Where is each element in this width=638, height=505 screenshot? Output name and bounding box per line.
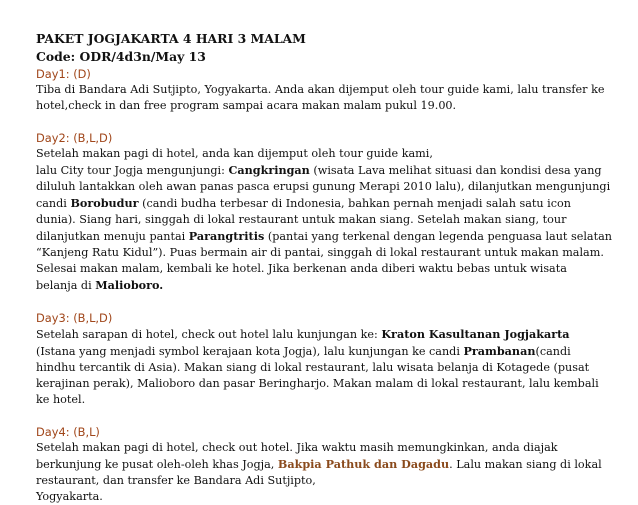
- day2-line-4: [36, 195, 616, 212]
- day2-line-7: “Kanjeng Ratu Kidul”). Puas bermain air di pantai, singgah di lokal restaurant untuk makan malam.: [36, 246, 604, 259]
- text: dilanjutkan menuju pantai: [36, 230, 189, 243]
- day2-line-8: Selesai makan malam, kembali ke hotel. Jika berkenan anda diberi waktu bebas untuk wisata: [36, 262, 567, 275]
- text: Setelah sarapan di hotel, check out hotel lalu kunjungan ke:: [36, 328, 382, 341]
- day2-line-9: [36, 277, 616, 294]
- day3-line-5: ke hotel.: [36, 393, 86, 406]
- text: berkunjung ke pusat oleh-oleh khas Jogja,: [36, 458, 278, 471]
- day4-line-1: Setelah makan pagi di hotel, check out hotel. Jika waktu masih memungkinkan, anda diajak: [36, 441, 558, 454]
- place-prambanan: Prambanan: [463, 344, 536, 358]
- day2-line-3: diluluh lantakkan oleh awan panas pasca erupsi gunung Merapi 2010 lalu), dilanjutkan mengunjungi: [36, 180, 611, 193]
- place-borobudur: Borobudur: [70, 196, 139, 210]
- day3-line-3: hindhu tercantik di Asia). Makan siang di lokal restaurant, lalu wisata belanja di Kotagede (pusat: [36, 361, 590, 374]
- day2-line-2: [36, 162, 616, 179]
- day3-line-2: [36, 343, 616, 360]
- day3-line-1: [36, 326, 616, 343]
- package-title: PAKET JOGJAKARTA 4 HARI 3 MALAM: [36, 31, 306, 46]
- day4-line-2: [36, 456, 616, 473]
- day2-label: Day2: (B,L,D): [36, 131, 113, 145]
- day1-label: Day1: (D): [36, 67, 91, 81]
- place-parangtritis: Parangtritis: [188, 229, 265, 243]
- spacer: [36, 408, 616, 424]
- day4-line-3: restaurant, dan transfer ke Bandara Adi Sutjipto,: [36, 474, 316, 487]
- day1-line-1: Tiba di Bandara Adi Sutjipto, Yogyakarta. Anda akan dijemput oleh tour guide kami, lalu transfer ke: [36, 83, 605, 96]
- day1-line-2: hotel,check in dan free program sampai acara makan malam pukul 19.00.: [36, 99, 457, 112]
- day3-line-4: kerajinan perak), Malioboro dan pasar Beringharjo. Makan malam di lokal restaurant, lalu kembali: [36, 377, 599, 390]
- text: (candi: [535, 345, 571, 358]
- day4-line-4: Yogyakarta.: [36, 490, 103, 503]
- text: (wisata Lava melihat situasi dan kondisi desa yang: [309, 164, 602, 177]
- day4-label: Day4: (B,L): [36, 425, 100, 439]
- package-code: Code: ODR/4d3n/May 13: [36, 49, 206, 64]
- day3-label: Day3: (B,L,D): [36, 311, 113, 325]
- text: (pantai yang terkenal dengan legenda penguasa laut selatan: [264, 230, 612, 243]
- text: candi: [36, 197, 71, 210]
- day2-line-6: [36, 228, 616, 245]
- spacer: [36, 294, 616, 310]
- place-malioboro: Malioboro.: [95, 278, 164, 292]
- spacer: [36, 114, 616, 130]
- day2-line-5: dunia). Siang hari, singgah di lokal restaurant untuk makan siang. Setelah makan siang, tour: [36, 213, 567, 226]
- text: (candi budha terbesar di Indonesia, bahkan pernah menjadi salah satu icon: [138, 197, 571, 210]
- place-bakpia-dagadu: Bakpia Pathuk dan Dagadu: [277, 457, 450, 471]
- text: (Istana yang menjadi symbol kerajaan kota Jogja), lalu kunjungan ke candi: [36, 345, 464, 358]
- place-cangkringan: Cangkringan: [228, 163, 310, 177]
- itinerary-document: [36, 30, 616, 505]
- day2-line-1: Setelah makan pagi di hotel, anda kan dijemput oleh tour guide kami,: [36, 147, 433, 160]
- place-kraton: Kraton Kasultanan Jogjakarta: [381, 327, 570, 341]
- text: lalu City tour Jogja mengunjungi:: [36, 164, 229, 177]
- text: . Lalu makan siang di lokal: [449, 458, 602, 471]
- text: belanja di: [36, 279, 96, 292]
